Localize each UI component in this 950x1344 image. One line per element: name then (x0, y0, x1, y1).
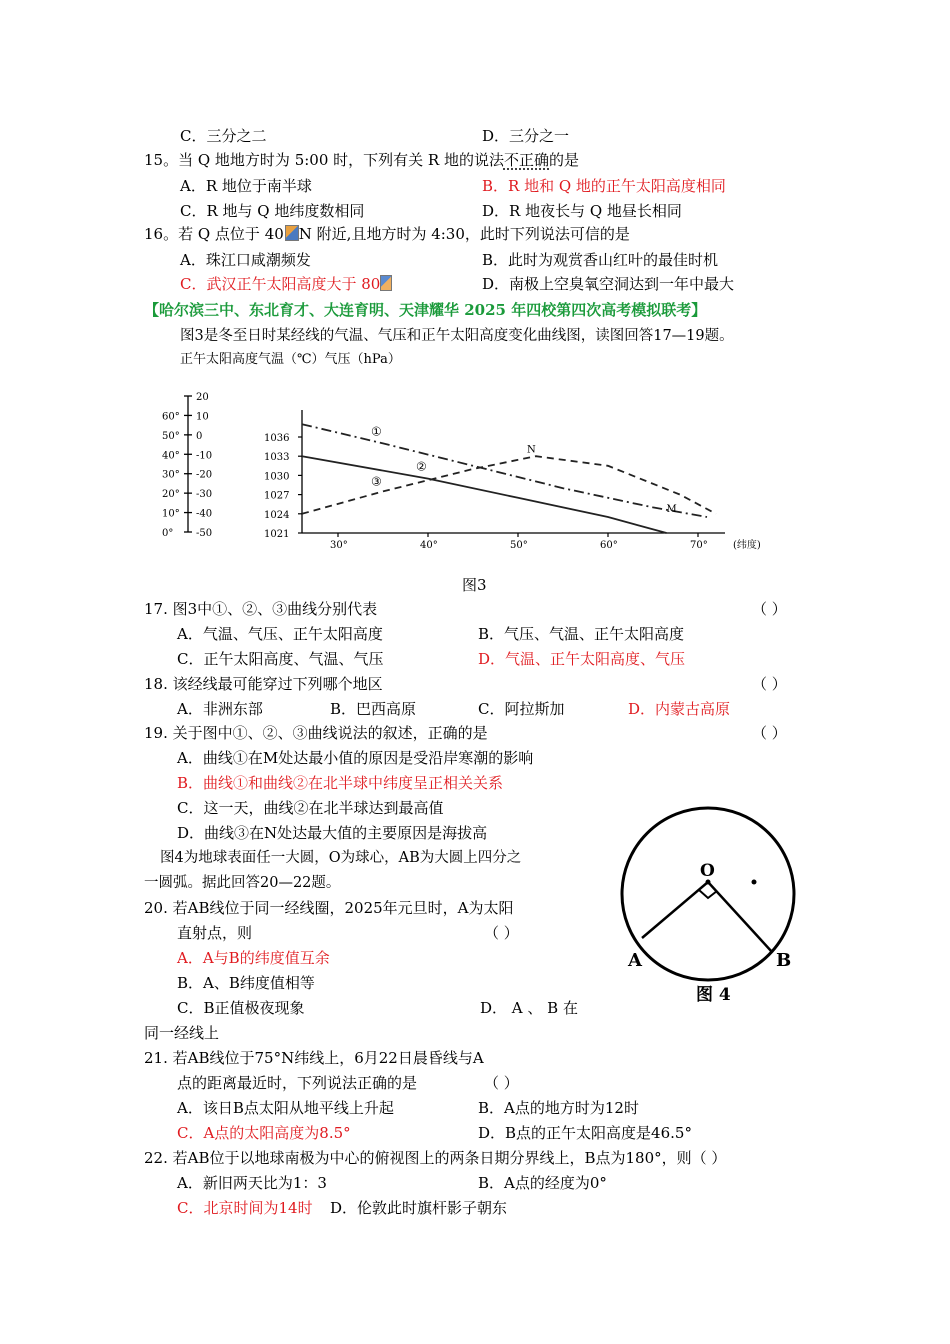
q15-option-a: A．R 地位于南半球 (180, 177, 312, 195)
q16-option-a: A．珠江口咸潮频发 (180, 251, 311, 269)
q19-answer-blank: （ ） (752, 724, 787, 742)
great-circle (622, 808, 794, 980)
q16-option-c-text: C．武汉正午太阳高度大于 80 (180, 275, 381, 293)
q16-option-b: B．此时为观赏香山红叶的最佳时机 (482, 251, 719, 269)
q16-stem (144, 224, 630, 244)
q15-stem-end: 的是 (549, 151, 580, 169)
sun-height-tick-label: 10° (162, 508, 180, 520)
series-label-3: ③ (371, 474, 382, 489)
q19-option-d: D．曲线③在N处达最大值的主要原因是海拔高 (177, 824, 488, 842)
q20-stem-line1: 20. 若AB线位于同一经线圈，2025年元旦时，A为太阳 (144, 899, 514, 917)
q19-option-c: C．这一天，曲线②在北半球达到最高值 (177, 799, 444, 817)
q22-stem: 22. 若AB位于以地球南极为中心的俯视图上的两条日期分界线上，B点为180°，则（ ） (144, 1149, 727, 1167)
pressure-tick-label: 1036 (264, 433, 290, 444)
series-line-1 (302, 424, 707, 517)
temp-tick-label: 10 (196, 411, 209, 423)
q16-option-c (180, 274, 392, 294)
series-label-1: ① (371, 424, 382, 439)
q17-option-b: B．气压、气温、正午太阳高度 (478, 625, 685, 643)
fig4-intro-line1: 图4为地球表面任一大圆，O为球心，AB为大圆上四分之 (160, 850, 522, 866)
sun-height-tick-label: 40° (162, 450, 180, 462)
latitude-tick-label: 40° (420, 540, 438, 551)
temp-tick-label: -40 (196, 508, 213, 520)
label-o: O (700, 861, 715, 881)
q20-option-d: D． A 、 B 在 (480, 999, 578, 1017)
q21-option-b: B．A点的地方时为12时 (478, 1099, 639, 1117)
q15-option-b: B．R 地和 Q 地的正午太阳高度相同 (482, 177, 726, 195)
pressure-tick-label: 1027 (264, 490, 290, 502)
exam-source-header: 【哈尔滨三中、东北育才、大连育明、天津耀华 2025 年四校第四次高考模拟联考】 (144, 301, 707, 319)
q20-option-b: B．A、B纬度值相等 (177, 974, 315, 992)
q18-option-d: D．内蒙古高原 (628, 700, 731, 718)
q20-option-c: C．B正值极夜现象 (177, 999, 305, 1017)
fig3-axis-caption: 正午太阳高度气温（℃）气压（hPa） (180, 352, 401, 367)
speck (752, 880, 757, 885)
temp-tick-label: -10 (196, 450, 213, 462)
latitude-tick-label: 60° (600, 540, 618, 551)
fig4-diagram (612, 790, 812, 1010)
latitude-tick-label: 30° (330, 540, 348, 551)
right-angle-mark (699, 890, 717, 898)
annotation-m: M (666, 503, 677, 515)
temp-tick-label: -50 (196, 528, 213, 539)
pressure-tick-label: 1024 (264, 509, 290, 521)
q14-option-c: C．三分之二 (180, 127, 267, 145)
q15-stem (144, 150, 579, 170)
temp-tick-label: -30 (196, 489, 213, 501)
pressure-tick-label: 1033 (264, 452, 290, 464)
q15-emphasis: 不正确 (503, 151, 549, 169)
broken-image-icon (285, 225, 299, 241)
temp-tick-label: -20 (196, 469, 213, 481)
sun-height-tick-label: 0° (162, 528, 174, 539)
q19-option-b: B．曲线①和曲线②在北半球中纬度呈正相关关系 (177, 774, 504, 792)
q19-stem: 19. 关于图中①、②、③曲线说法的叙述，正确的是 (144, 724, 488, 742)
q17-stem: 17. 图3中①、②、③曲线分别代表 (144, 600, 378, 618)
q21-answer-blank: （ ） (484, 1074, 519, 1092)
q22-option-b: B．A点的经度为0° (478, 1174, 607, 1192)
q20-answer-blank: （ ） (484, 924, 519, 942)
q18-option-c: C．阿拉斯加 (478, 700, 565, 718)
q16-option-d: D．南极上空臭氧空洞达到一年中最大 (482, 275, 735, 293)
q20-stem-line2: 直射点，则 (177, 924, 253, 942)
q17-option-d: D．气温、正午太阳高度、气压 (478, 650, 686, 668)
pressure-tick-label: 1030 (264, 471, 290, 483)
q22-option-d: D．伦敦此时旗杆影子朝东 (330, 1199, 508, 1217)
q17-option-a: A．气温、气压、正午太阳高度 (177, 625, 383, 643)
q19-option-a: A．曲线①在M处达最小值的原因是受沿岸寒潮的影响 (177, 749, 534, 767)
latitude-tick-label: 50° (510, 540, 528, 551)
q15-option-c: C．R 地与 Q 地纬度数相同 (180, 202, 365, 220)
q14-option-d: D．三分之一 (482, 127, 570, 145)
series-label-2: ② (416, 459, 427, 474)
fig4-intro-line2: 一圆弧。据此回答20—22题。 (144, 875, 341, 891)
temp-tick-label: 20 (196, 392, 209, 403)
q22-option-c: C．北京时间为14时 (177, 1199, 313, 1217)
q20-option-a: A．A与B的纬度值互余 (177, 949, 330, 967)
fig3-caption: 图3 (462, 576, 487, 594)
q21-option-c: C．A点的太阳高度为8.5° (177, 1124, 351, 1142)
q21-option-a: A．该日B点太阳从地平线上升起 (177, 1099, 394, 1117)
fig4-caption: 图 4 (696, 985, 731, 1005)
pressure-tick-label: 1021 (264, 529, 290, 540)
latitude-tick-label: 70° (690, 540, 708, 551)
label-a: A (628, 950, 642, 971)
q17-answer-blank: （ ） (752, 600, 787, 618)
series-line-3 (302, 456, 716, 514)
q17-option-c: C．正午太阳高度、气温、气压 (177, 650, 384, 668)
latitude-axis-label: (纬度) (733, 540, 761, 551)
annotation-n: N (527, 444, 536, 456)
radius-ob (708, 882, 772, 952)
q15-stem-text: 15。当 Q 地地方时为 5:00 时，下列有关 R 地的说法 (144, 151, 504, 169)
q16-stem-text: 16。若 Q 点位于 40 (144, 225, 284, 243)
sun-height-tick-label: 60° (162, 411, 180, 423)
label-b: B (776, 950, 792, 971)
q18-option-a: A．非洲东部 (177, 700, 263, 718)
q18-answer-blank: （ ） (752, 675, 787, 693)
broken-image-icon (380, 275, 392, 291)
radius-oa (642, 882, 708, 938)
q21-stem-line2: 点的距离最近时，下列说法正确的是 (177, 1074, 418, 1092)
q20-option-d-continued: 同一经线上 (144, 1024, 220, 1042)
sun-height-tick-label: 50° (162, 430, 180, 442)
fig3-chart (150, 380, 800, 560)
fig3-intro: 图3是冬至日时某经线的气温、气压和正午太阳高度变化曲线图，读图回答17—19题。 (180, 328, 734, 344)
sun-height-tick-label: 30° (162, 469, 180, 481)
q16-stem-end: N 附近,且地方时为 4:30，此时下列说法可信的是 (298, 225, 630, 243)
q21-option-d: D．B点的正午太阳高度是46.5° (478, 1124, 692, 1142)
q22-option-a: A．新旧两天比为1：3 (177, 1174, 327, 1192)
sun-height-tick-label: 20° (162, 489, 180, 501)
q15-option-d: D．R 地夜长与 Q 地昼长相同 (482, 202, 682, 220)
q21-stem-line1: 21. 若AB线位于75°N纬线上，6月22日晨昏线与A (144, 1049, 484, 1067)
q18-stem: 18. 该经线最可能穿过下列哪个地区 (144, 675, 383, 693)
q18-option-b: B．巴西高原 (330, 700, 417, 718)
temp-tick-label: 0 (196, 430, 203, 442)
